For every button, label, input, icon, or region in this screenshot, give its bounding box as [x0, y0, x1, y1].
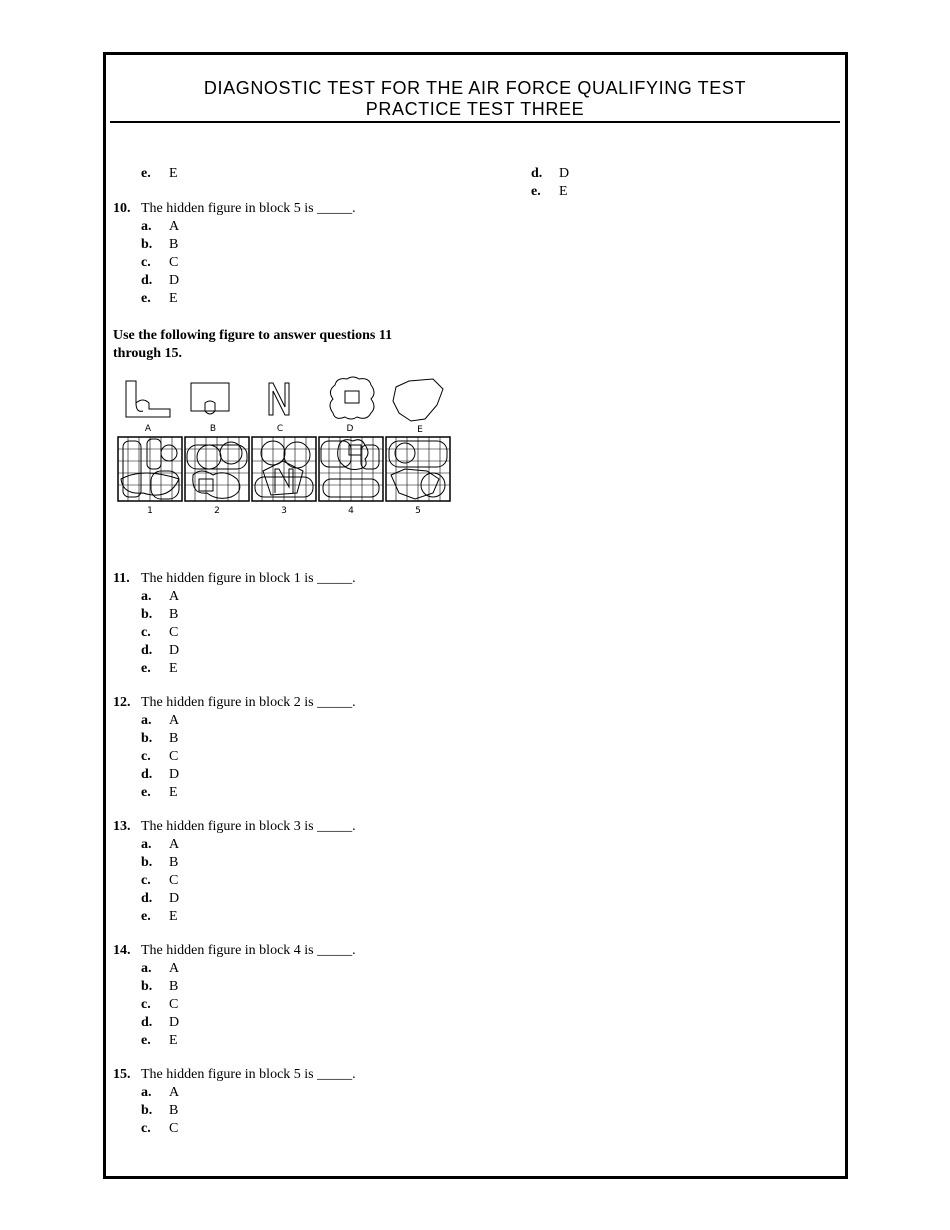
page-header	[110, 78, 840, 120]
option-letter: e.	[141, 1033, 151, 1048]
shape-label-e: E	[417, 425, 423, 435]
option-e[interactable]	[113, 909, 473, 927]
option-value: A	[169, 1085, 180, 1100]
option-e[interactable]	[113, 785, 473, 803]
option-b[interactable]	[113, 607, 473, 625]
block-2	[185, 437, 249, 501]
question-stem	[113, 571, 473, 589]
option-value: B	[169, 979, 179, 994]
option-d[interactable]	[113, 767, 473, 785]
question-text: The hidden figure in block 5 is _____.	[141, 201, 356, 216]
option-value: C	[169, 255, 179, 270]
block-label-2: 2	[214, 506, 220, 516]
option-value: C	[169, 873, 179, 888]
option-value: C	[169, 749, 179, 764]
option-value: B	[169, 607, 179, 622]
option-value: A	[169, 837, 180, 852]
option-a[interactable]	[113, 589, 473, 607]
option-c[interactable]	[113, 255, 473, 273]
option-value: E	[169, 909, 178, 924]
option-letter: d.	[531, 166, 543, 181]
option-value: D	[169, 767, 180, 782]
question-number: 11.	[113, 571, 130, 586]
option-b[interactable]	[113, 237, 473, 255]
header-subtitle: PRACTICE TEST THREE	[365, 99, 585, 119]
shape-d	[330, 377, 374, 419]
option-value: C	[169, 997, 179, 1012]
option-letter: c.	[141, 625, 151, 640]
block-5	[386, 437, 450, 501]
option-value: B	[169, 731, 179, 746]
option-value: E	[559, 184, 568, 199]
option-a[interactable]	[113, 837, 473, 855]
option-letter: d.	[141, 1015, 153, 1030]
option-c[interactable]	[113, 997, 473, 1015]
option-value: D	[169, 1015, 180, 1030]
question-text: The hidden figure in block 4 is _____.	[141, 943, 356, 958]
option-letter: b.	[141, 855, 153, 870]
question-text: The hidden figure in block 5 is _____.	[141, 1067, 356, 1082]
hidden-figures-diagram	[113, 375, 458, 535]
option-c[interactable]	[113, 625, 473, 643]
option-a[interactable]	[113, 1085, 473, 1103]
question-number: 13.	[113, 819, 131, 834]
option-value: B	[169, 237, 179, 252]
option-letter: a.	[141, 961, 152, 976]
block-4	[319, 437, 383, 501]
option-a[interactable]	[113, 961, 473, 979]
option-value: C	[169, 625, 179, 640]
option-letter: c.	[141, 873, 151, 888]
question-text: The hidden figure in block 1 is _____.	[141, 571, 356, 586]
shape-c	[269, 383, 289, 415]
option-value: E	[169, 166, 178, 181]
option-value: A	[169, 961, 180, 976]
option-letter: d.	[141, 643, 153, 658]
option-b[interactable]	[113, 731, 473, 749]
option-letter: e.	[141, 661, 151, 676]
question-number: 14.	[113, 943, 131, 958]
shape-label-a: A	[144, 424, 152, 434]
shape-label-b: B	[209, 424, 217, 434]
option-letter: e.	[531, 184, 541, 199]
question-14	[113, 943, 473, 1051]
option-e[interactable]	[113, 1033, 473, 1051]
option-a[interactable]	[113, 713, 473, 731]
option-letter: c.	[141, 255, 151, 270]
option-letter: d.	[141, 891, 153, 906]
question-12	[113, 695, 473, 803]
block-label-4: 4	[348, 506, 354, 516]
question-11	[113, 571, 473, 679]
block-3	[252, 437, 316, 501]
option-value: E	[169, 291, 178, 306]
option-letter: e.	[141, 909, 151, 924]
option-letter: a.	[141, 1085, 152, 1100]
question-list	[113, 571, 473, 1139]
option-letter: a.	[141, 713, 152, 728]
question-13	[113, 819, 473, 927]
question-number: 10.	[113, 201, 131, 216]
option-b[interactable]	[113, 1103, 473, 1121]
option-letter: e.	[141, 785, 151, 800]
option-d[interactable]	[113, 643, 473, 661]
option-d[interactable]	[113, 891, 473, 909]
option-b[interactable]	[113, 855, 473, 873]
option-value: A	[169, 589, 180, 604]
question-number: 15.	[113, 1067, 131, 1082]
option-value: B	[169, 855, 179, 870]
option-a[interactable]	[113, 219, 473, 237]
option-value: D	[169, 891, 180, 906]
option-value: D	[169, 643, 180, 658]
shape-labels	[145, 424, 423, 435]
question-15	[113, 1067, 473, 1139]
option-value: A	[169, 219, 180, 234]
option-value: D	[559, 166, 570, 181]
option-letter: c.	[141, 997, 151, 1012]
header-title: DIAGNOSTIC TEST FOR THE AIR FORCE QUALIFYING TEST	[203, 78, 747, 98]
option-value: D	[169, 273, 180, 288]
option-letter: b.	[141, 237, 153, 252]
shape-e	[393, 379, 443, 421]
option-e[interactable]	[113, 291, 473, 309]
option-value: A	[169, 713, 180, 728]
figure-instruction: Use the following figure to answer questions 11 through 15.	[113, 328, 393, 361]
shape-label-d: D	[346, 424, 354, 434]
option-letter: e.	[141, 291, 151, 306]
shape-label-c: C	[276, 424, 284, 434]
question-10	[113, 201, 473, 309]
option-e[interactable]	[113, 166, 473, 184]
block-label-5: 5	[415, 506, 421, 516]
option-letter: d.	[141, 767, 153, 782]
question-stem	[113, 1067, 473, 1085]
option-letter: c.	[141, 749, 151, 764]
option-value: E	[169, 661, 178, 676]
option-b[interactable]	[113, 979, 473, 997]
option-letter: d.	[141, 273, 153, 288]
option-value: B	[169, 1103, 179, 1118]
block-1	[118, 437, 182, 501]
question-stem	[113, 943, 473, 961]
option-letter: b.	[141, 607, 153, 622]
option-d[interactable]	[113, 1015, 473, 1033]
block-labels	[147, 506, 421, 516]
option-letter: a.	[141, 837, 152, 852]
header-rule	[110, 121, 840, 123]
option-value: E	[169, 1033, 178, 1048]
block-label-3: 3	[281, 506, 287, 516]
option-letter: a.	[141, 589, 152, 604]
option-letter: c.	[141, 1121, 151, 1136]
option-letter: b.	[141, 731, 153, 746]
option-letter: e.	[141, 166, 151, 181]
shape-b	[191, 383, 229, 414]
option-d[interactable]	[503, 166, 570, 184]
option-d[interactable]	[113, 273, 473, 291]
option-value: E	[169, 785, 178, 800]
option-letter: a.	[141, 219, 152, 234]
shape-a	[126, 381, 170, 417]
block-label-1: 1	[147, 506, 153, 516]
question-number: 12.	[113, 695, 131, 710]
option-c[interactable]	[113, 1121, 473, 1139]
question-stem	[113, 201, 473, 219]
question-text: The hidden figure in block 3 is _____.	[141, 819, 356, 834]
option-value: C	[169, 1121, 179, 1136]
option-c[interactable]	[113, 873, 473, 891]
option-e[interactable]	[113, 661, 473, 679]
question-text: The hidden figure in block 2 is _____.	[141, 695, 356, 710]
left-column	[113, 166, 473, 1139]
option-letter: b.	[141, 1103, 153, 1118]
question-stem	[113, 819, 473, 837]
option-e[interactable]	[503, 184, 568, 202]
option-letter: b.	[141, 979, 153, 994]
option-c[interactable]	[113, 749, 473, 767]
question-stem	[113, 695, 473, 713]
